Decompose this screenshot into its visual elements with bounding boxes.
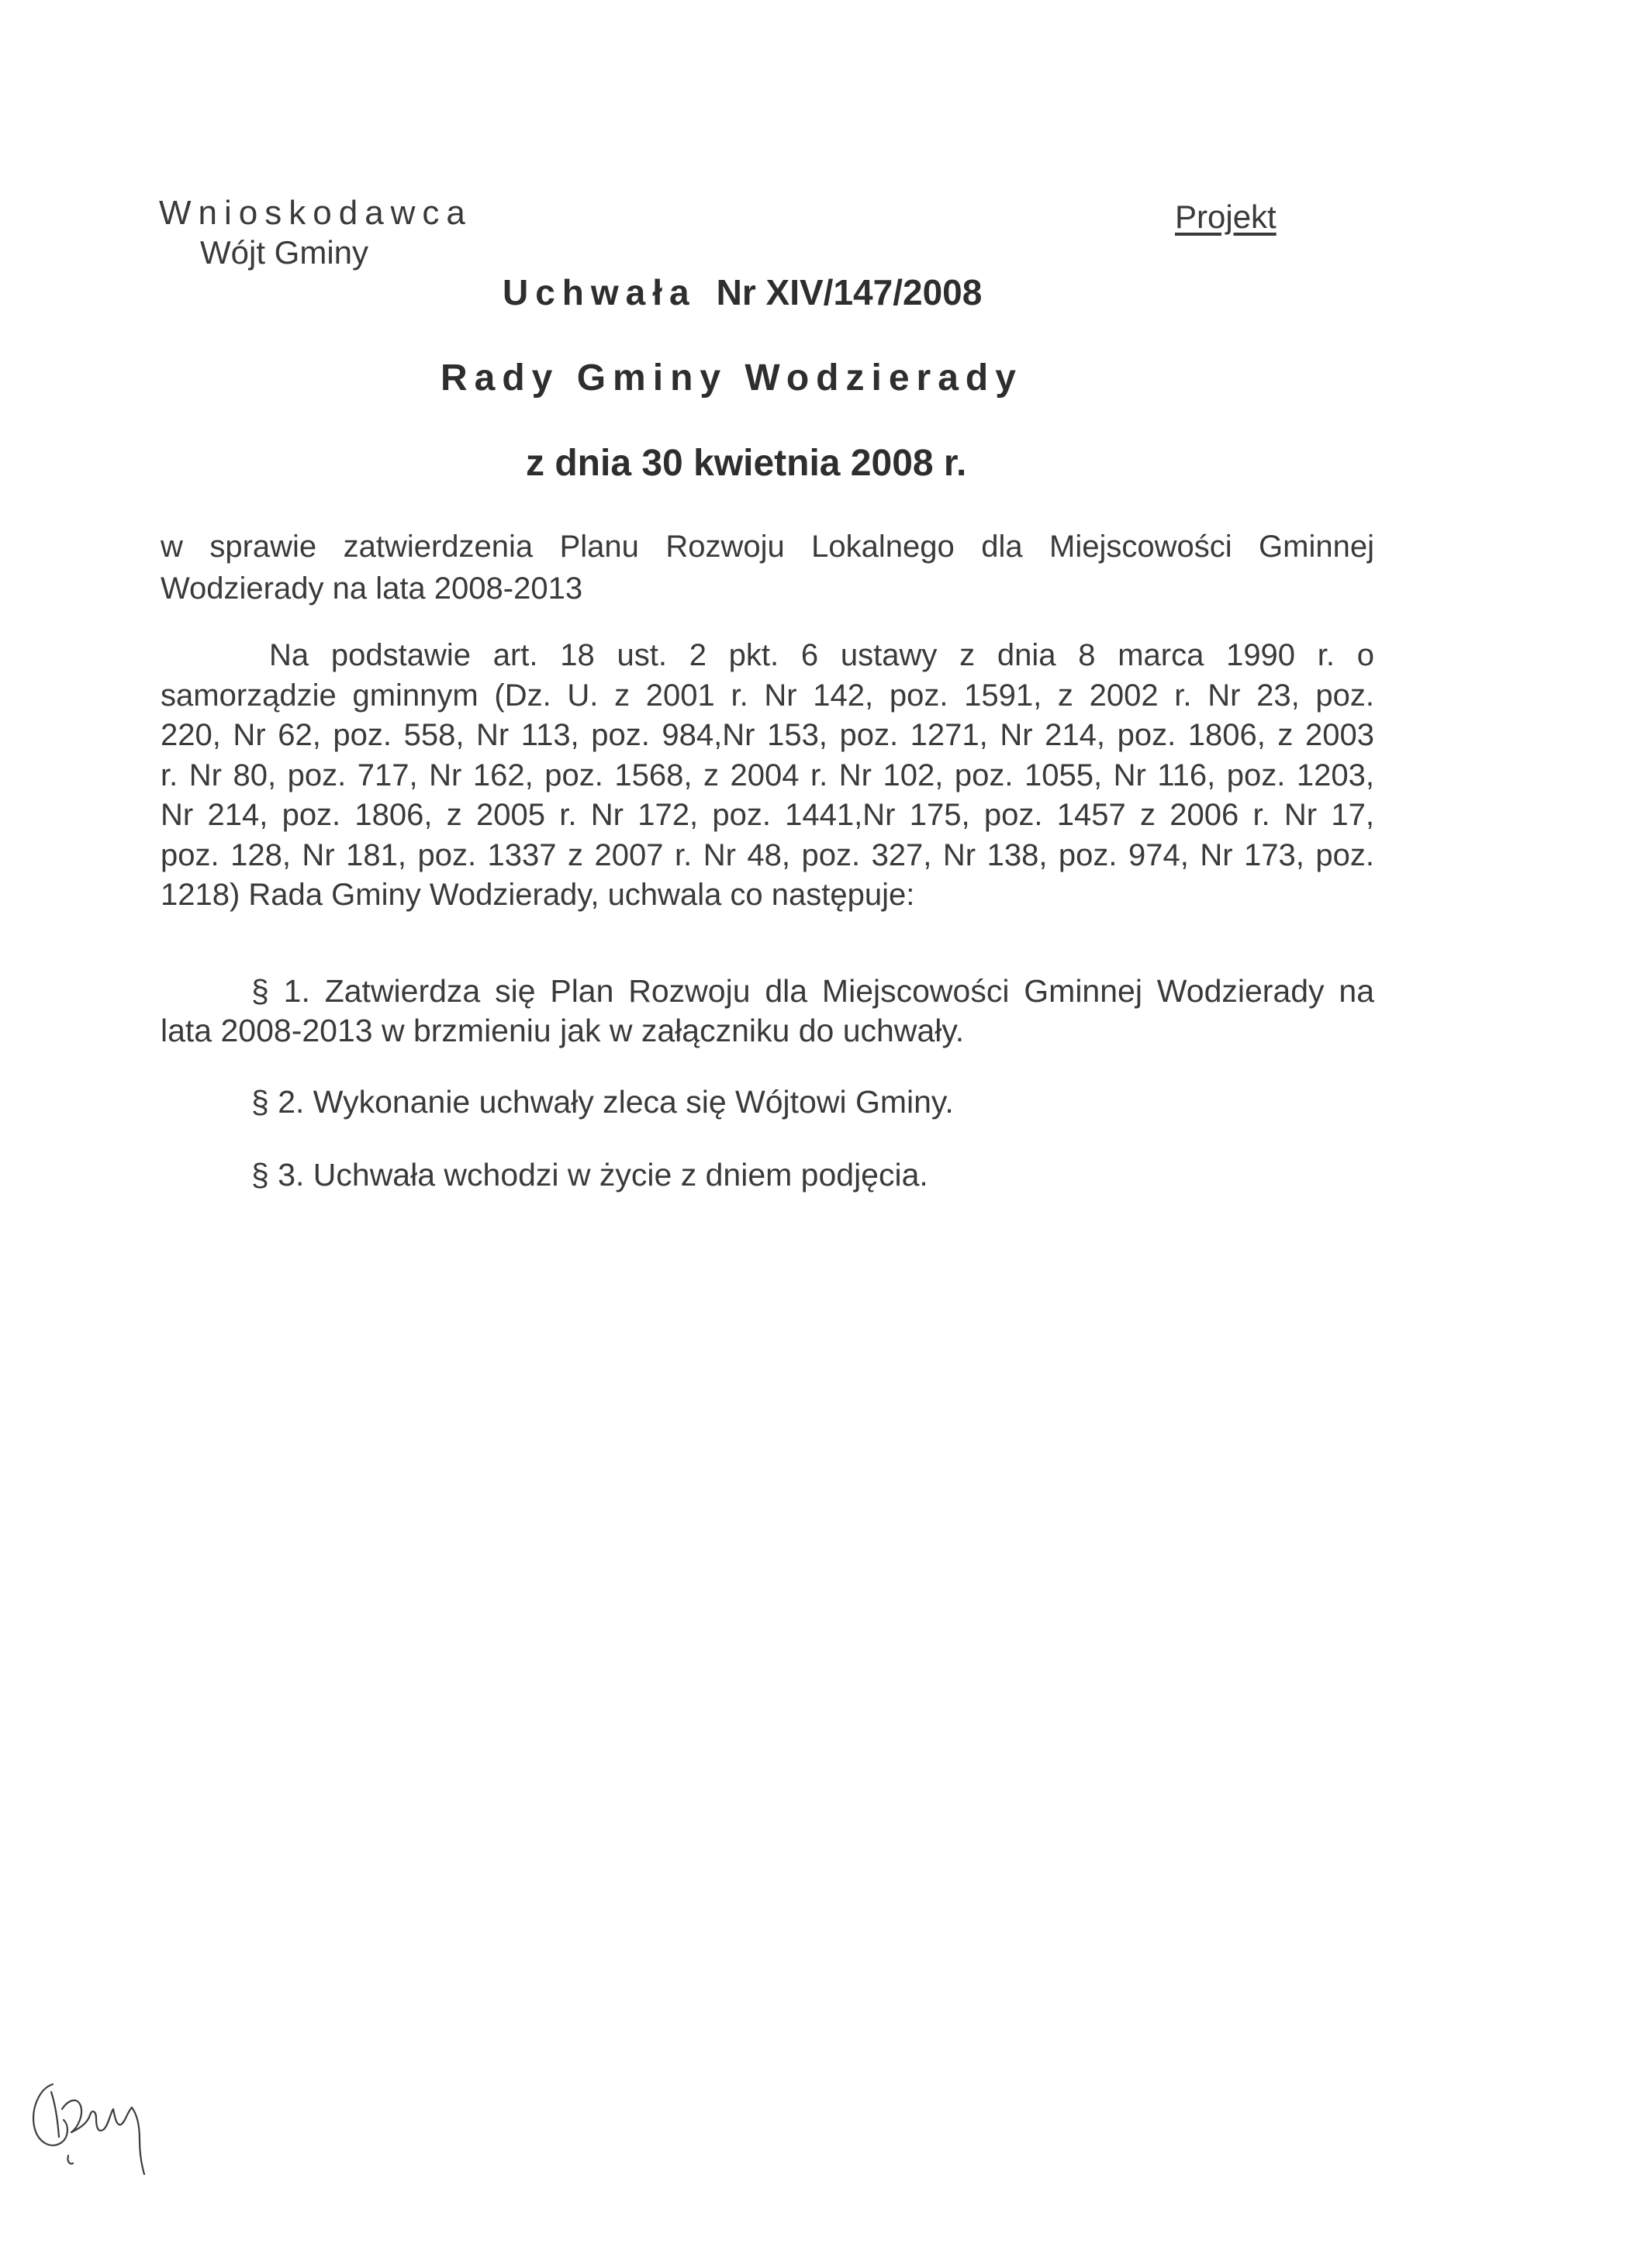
legal-basis-line: 1218) Rada Gminy Wodzierady, uchwala co następuje: (161, 878, 915, 912)
legal-basis-line: samorządzie gminnym (Dz. U. z 2001 r. Nr 142, poz. 1591, z 2002 r. Nr 23, poz. (161, 678, 1374, 713)
paragraph-3: § 3. Uchwała wchodzi w życie z dniem podjęcia. (251, 1157, 928, 1193)
legal-basis-line: Nr 214, poz. 1806, z 2005 r. Nr 172, poz. 1441,Nr 175, poz. 1457 z 2006 r. Nr 17, (161, 798, 1374, 832)
paragraph-1 (161, 972, 1374, 1051)
paragraph-line: § 1. Zatwierdza się Plan Rozwoju dla Miejscowości Gminnej Wodzierady na (251, 973, 1374, 1009)
legal-basis-line: Na podstawie art. 18 ust. 2 pkt. 6 ustawy z dnia 8 marca 1990 r. o (269, 638, 1374, 672)
legal-basis (161, 636, 1374, 916)
legal-basis-line: poz. 128, Nr 181, poz. 1337 z 2007 r. Nr 48, poz. 327, Nr 138, poz. 974, Nr 173, poz. (161, 837, 1374, 872)
resolution-date: z dnia 30 kwietnia 2008 r. (526, 443, 967, 484)
council-name: Rady Gminy Wodzierady (441, 357, 1023, 399)
handwritten-signature (23, 2078, 217, 2179)
subject-line: w sprawie zatwierdzenia Planu Rozwoju Lokalnego dla Miejscowości Gminnej (161, 530, 1374, 564)
paragraph-line: lata 2008-2013 w brzmieniu jak w załączniku do uchwały. (161, 1013, 965, 1048)
legal-basis-line: r. Nr 80, poz. 717, Nr 162, poz. 1568, z 2004 r. Nr 102, poz. 1055, Nr 116, poz. 1203, (161, 758, 1374, 792)
applicant-name: Wójt Gminy (200, 234, 369, 271)
legal-basis-line: 220, Nr 62, poz. 558, Nr 113, poz. 984,Nr 153, poz. 1271, Nr 214, poz. 1806, z 2003 (161, 718, 1374, 752)
subject-line: Wodzierady na lata 2008-2013 (161, 571, 583, 606)
paragraph-2: § 2. Wykonanie uchwały zleca się Wójtowi Gminy. (251, 1084, 954, 1120)
resolution-title (503, 271, 982, 313)
resolution-word: Uchwała (503, 272, 696, 312)
resolution-subject (161, 526, 1374, 609)
resolution-number: Nr XIV/147/2008 (716, 272, 983, 312)
draft-label: Projekt (1175, 198, 1277, 235)
applicant-label: Wnioskodawca (159, 194, 472, 232)
